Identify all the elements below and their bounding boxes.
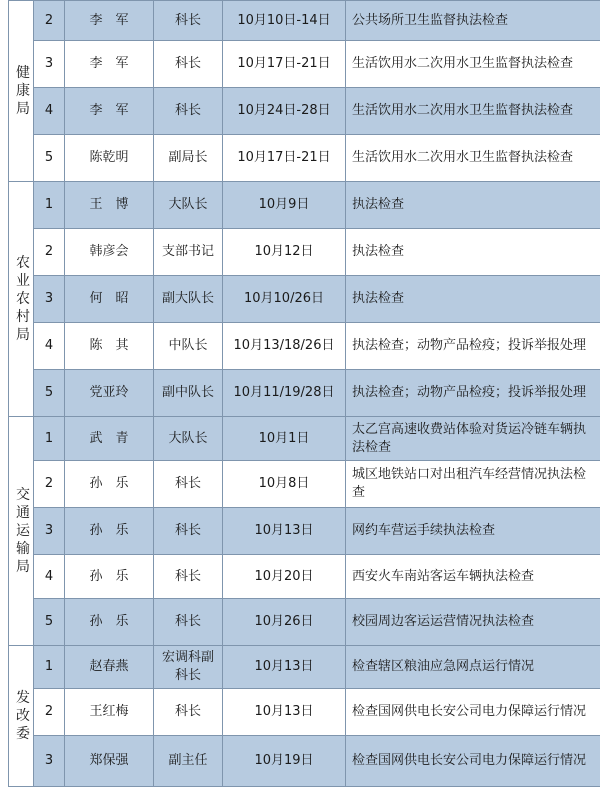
task-cell: 执法检查；动物产品检疫；投诉举报处理 <box>346 370 600 417</box>
title-cell: 科长 <box>154 555 223 599</box>
name-cell: 李 军 <box>65 88 154 135</box>
task-cell: 检查国网供电长安公司电力保障运行情况 <box>346 689 600 736</box>
table-row <box>9 182 600 229</box>
name-cell: 郑保强 <box>65 736 154 787</box>
department-cell <box>9 1 34 182</box>
date-cell: 10月12日 <box>223 229 346 276</box>
num-cell: 1 <box>34 182 65 229</box>
title-cell: 科长 <box>154 41 223 88</box>
name-cell: 李 军 <box>65 1 154 41</box>
name-cell: 陈乾明 <box>65 135 154 182</box>
title-cell: 科长 <box>154 599 223 646</box>
task-cell: 西安火车南站客运车辆执法检查 <box>346 555 600 599</box>
num-cell: 3 <box>34 508 65 555</box>
name-cell: 李 军 <box>65 41 154 88</box>
num-cell: 4 <box>34 88 65 135</box>
num-cell: 2 <box>34 461 65 508</box>
task-cell: 公共场所卫生监督执法检查 <box>346 1 600 41</box>
num-cell: 3 <box>34 276 65 323</box>
date-cell: 10月24日-28日 <box>223 88 346 135</box>
title-cell: 支部书记 <box>154 229 223 276</box>
table-row <box>9 508 600 555</box>
task-cell: 生活饮用水二次用水卫生监督执法检查 <box>346 41 600 88</box>
department-cell <box>9 182 34 417</box>
title-cell: 中队长 <box>154 323 223 370</box>
name-cell: 党亚玲 <box>65 370 154 417</box>
table-body <box>9 1 600 787</box>
num-cell: 2 <box>34 689 65 736</box>
date-cell: 10月1日 <box>223 417 346 461</box>
department-label: 发改委 <box>16 690 30 742</box>
title-cell: 副主任 <box>154 736 223 787</box>
num-cell: 5 <box>34 370 65 417</box>
table-row <box>9 1 600 41</box>
title-cell: 科长 <box>154 88 223 135</box>
task-cell: 执法检查 <box>346 182 600 229</box>
date-cell: 10月9日 <box>223 182 346 229</box>
table-row <box>9 689 600 736</box>
task-cell: 执法检查 <box>346 276 600 323</box>
title-cell: 科长 <box>154 689 223 736</box>
task-cell: 检查国网供电长安公司电力保障运行情况 <box>346 736 600 787</box>
table-row <box>9 229 600 276</box>
date-cell: 10月10日-14日 <box>223 1 346 41</box>
inspection-schedule-table <box>8 0 600 787</box>
date-cell: 10月13日 <box>223 689 346 736</box>
task-cell: 生活饮用水二次用水卫生监督执法检查 <box>346 135 600 182</box>
date-cell: 10月26日 <box>223 599 346 646</box>
title-cell: 宏调科副科长 <box>154 646 223 689</box>
name-cell: 孙 乐 <box>65 461 154 508</box>
title-cell: 大队长 <box>154 417 223 461</box>
date-cell: 10月19日 <box>223 736 346 787</box>
title-cell: 副中队长 <box>154 370 223 417</box>
name-cell: 孙 乐 <box>65 555 154 599</box>
task-cell: 网约车营运手续执法检查 <box>346 508 600 555</box>
name-cell: 王红梅 <box>65 689 154 736</box>
num-cell: 3 <box>34 736 65 787</box>
name-cell: 孙 乐 <box>65 599 154 646</box>
department-label: 健康局 <box>16 65 30 117</box>
department-label: 农业农村局 <box>16 255 30 343</box>
num-cell: 5 <box>34 599 65 646</box>
task-cell: 太乙宫高速收费站体验对货运冷链车辆执法检查 <box>346 417 600 461</box>
name-cell: 王 博 <box>65 182 154 229</box>
num-cell: 5 <box>34 135 65 182</box>
table-row <box>9 461 600 508</box>
table-row <box>9 599 600 646</box>
table-row <box>9 555 600 599</box>
task-cell: 执法检查 <box>346 229 600 276</box>
name-cell: 武 青 <box>65 417 154 461</box>
table-row <box>9 370 600 417</box>
table-row <box>9 323 600 370</box>
name-cell: 何 昭 <box>65 276 154 323</box>
name-cell: 孙 乐 <box>65 508 154 555</box>
title-cell: 科长 <box>154 508 223 555</box>
name-cell: 韩彦会 <box>65 229 154 276</box>
table-row <box>9 88 600 135</box>
department-cell <box>9 646 34 787</box>
table-row <box>9 41 600 88</box>
date-cell: 10月11/19/28日 <box>223 370 346 417</box>
task-cell: 生活饮用水二次用水卫生监督执法检查 <box>346 88 600 135</box>
table-row <box>9 417 600 461</box>
task-cell: 检查辖区粮油应急网点运行情况 <box>346 646 600 689</box>
date-cell: 10月20日 <box>223 555 346 599</box>
table-row <box>9 276 600 323</box>
num-cell: 1 <box>34 417 65 461</box>
title-cell: 副大队长 <box>154 276 223 323</box>
date-cell: 10月17日-21日 <box>223 41 346 88</box>
task-cell: 城区地铁站口对出租汽车经营情况执法检查 <box>346 461 600 508</box>
table-row <box>9 135 600 182</box>
title-cell: 科长 <box>154 461 223 508</box>
num-cell: 4 <box>34 323 65 370</box>
table-row <box>9 646 600 689</box>
num-cell: 3 <box>34 41 65 88</box>
table-row <box>9 736 600 787</box>
date-cell: 10月13/18/26日 <box>223 323 346 370</box>
num-cell: 1 <box>34 646 65 689</box>
date-cell: 10月10/26日 <box>223 276 346 323</box>
department-label: 交通运输局 <box>16 487 30 575</box>
name-cell: 赵春燕 <box>65 646 154 689</box>
num-cell: 4 <box>34 555 65 599</box>
title-cell: 大队长 <box>154 182 223 229</box>
date-cell: 10月17日-21日 <box>223 135 346 182</box>
date-cell: 10月13日 <box>223 646 346 689</box>
num-cell: 2 <box>34 229 65 276</box>
task-cell: 校园周边客运运营情况执法检查 <box>346 599 600 646</box>
title-cell: 副局长 <box>154 135 223 182</box>
date-cell: 10月13日 <box>223 508 346 555</box>
title-cell: 科长 <box>154 1 223 41</box>
task-cell: 执法检查；动物产品检疫；投诉举报处理 <box>346 323 600 370</box>
date-cell: 10月8日 <box>223 461 346 508</box>
num-cell: 2 <box>34 1 65 41</box>
department-cell <box>9 417 34 646</box>
name-cell: 陈 其 <box>65 323 154 370</box>
